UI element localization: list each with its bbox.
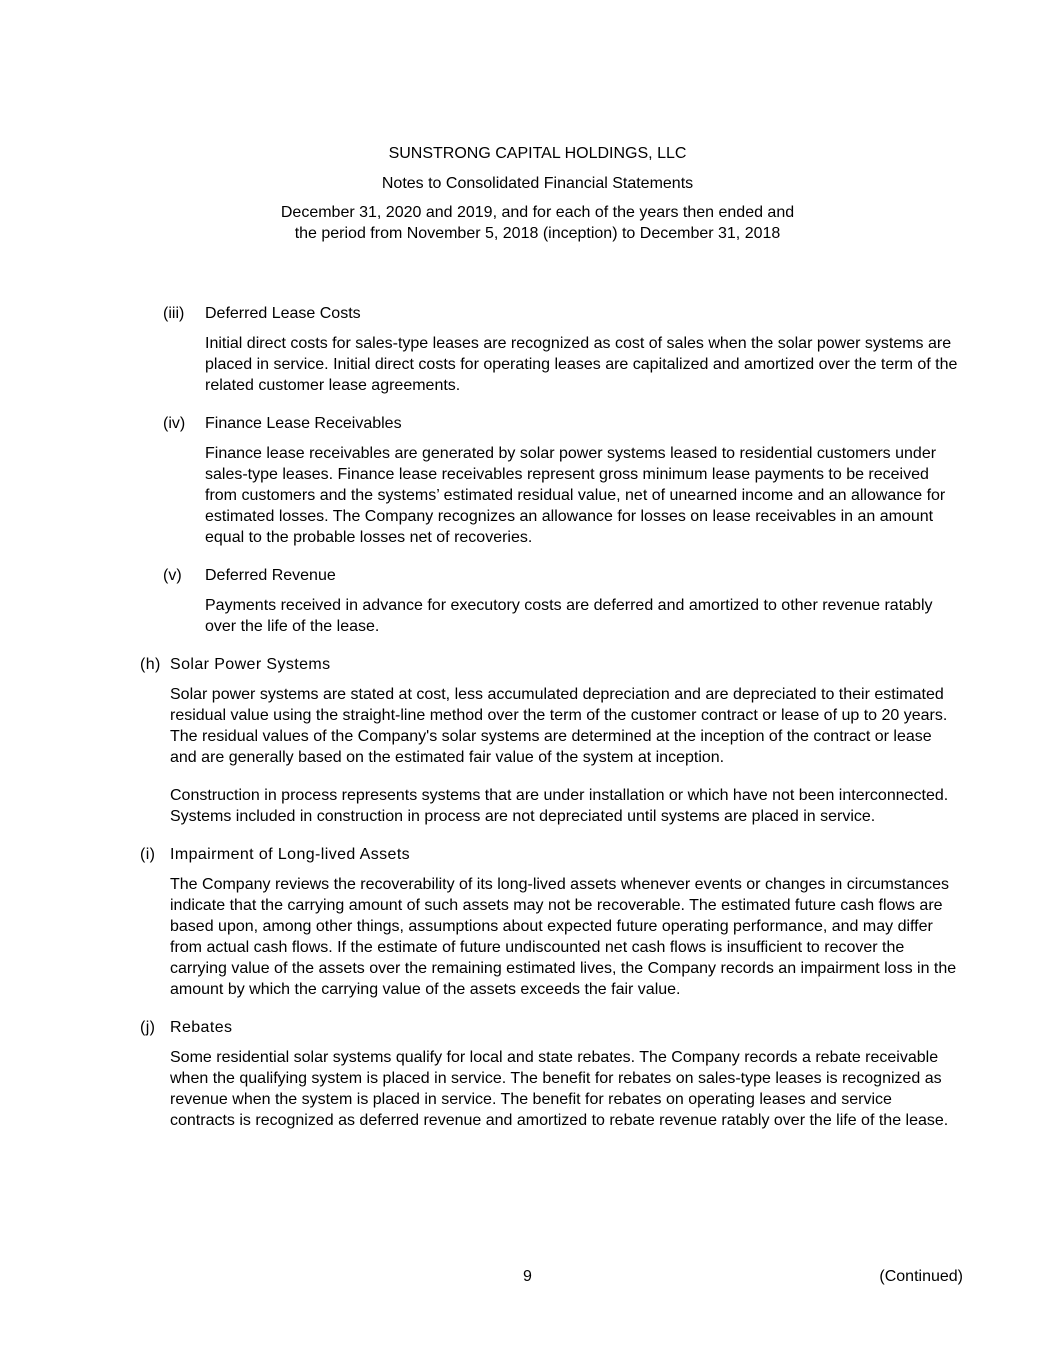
section-finance-lease-receivables <box>163 413 970 548</box>
company-name: SUNSTRONG CAPITAL HOLDINGS, LLC <box>388 145 687 162</box>
section-paragraph: Payments received in advance for executory costs are deferred and amortized to other revenue ratably over the life of the lease. <box>205 597 933 635</box>
continued-note: (Continued) <box>879 1268 963 1285</box>
section-title: Impairment of Long-lived Assets <box>170 846 411 863</box>
section-title: Solar Power Systems <box>170 656 331 673</box>
section-paragraph: Initial direct costs for sales-type leases are recognized as cost of sales when the solar power systems are placed in service. Initial direct costs for operating leases are capitalized and amortized over the term of the related customer lease agreements. <box>205 335 958 394</box>
section-heading <box>140 654 970 675</box>
section-label: (iv) <box>163 415 186 432</box>
section-paragraph: Solar power systems are stated at cost, less accumulated depreciation and are depreciated to their estimated residual value using the straight-line method over the term of the customer contract or lease of up to 20 years. The residual values of the Company's solar systems are determined at the inception of the contract or lease and are generally based on the estimated fair value of the system at inception. <box>170 686 948 766</box>
section-paragraph: Finance lease receivables are generated by solar power systems leased to residential customers under sales-type leases. Finance lease receivables represent gross minimum lease payments to be received from customers and the systems’ estimated residual value, net of unearned income and an allowance for estimated losses. The Company recognizes an allowance for losses on lease receivables in an amount equal to the probable losses net of recoveries. <box>205 445 946 546</box>
section-heading <box>140 1017 970 1038</box>
document-body <box>140 303 970 1148</box>
section-heading <box>163 565 970 586</box>
section-title: Deferred Revenue <box>205 567 336 584</box>
section-impairment-long-lived-assets <box>140 844 970 1000</box>
section-label: (j) <box>140 1019 156 1036</box>
section-label: (i) <box>140 846 156 863</box>
section-rebates <box>140 1017 970 1131</box>
section-title: Rebates <box>170 1019 233 1036</box>
section-deferred-lease-costs <box>163 303 970 396</box>
section-title: Finance Lease Receivables <box>205 415 402 432</box>
section-title: Deferred Lease Costs <box>205 305 361 322</box>
section-heading <box>140 844 970 865</box>
section-heading <box>163 413 970 434</box>
report-date-line-1: December 31, 2020 and 2019, and for each of the years then ended and <box>280 204 795 221</box>
section-label: (v) <box>163 567 182 584</box>
section-label: (iii) <box>163 305 185 322</box>
section-solar-power-systems <box>140 654 970 827</box>
section-paragraph: The Company reviews the recoverability of its long-lived assets whenever events or changes in circumstances indicate that the carrying amount of such assets may not be recoverable. The estimated future cash flows are based upon, among other things, assumptions about expected future operating performance, and may differ from actual cash flows. If the estimate of future undiscounted net cash flows is insufficient to recover the carrying value of the assets over the remaining estimated lives, the Company records an impairment loss in the amount by which the carrying value of the assets exceeds the fair value. <box>170 876 957 998</box>
document-header <box>10 143 1055 244</box>
document-footer <box>0 1266 1055 1287</box>
section-heading <box>163 303 970 324</box>
page-number: 9 <box>523 1268 532 1285</box>
document-subtitle: Notes to Consolidated Financial Statements <box>381 175 694 192</box>
report-date-line-2: the period from November 5, 2018 (inception) to December 31, 2018 <box>294 225 781 242</box>
section-label: (h) <box>140 656 161 673</box>
section-paragraph: Some residential solar systems qualify for local and state rebates. The Company records a rebate receivable when the qualifying system is placed in service. The benefit for rebates on sales-type leases is recognized as revenue when the system is placed in service. The benefit for rebates on operating leases and service contracts is recognized as deferred revenue and amortized to rebate revenue ratably over the life of the lease. <box>170 1049 949 1129</box>
section-deferred-revenue <box>163 565 970 637</box>
section-paragraph: Construction in process represents systems that are under installation or which have not been interconnected. Systems included in construction in process are not depreciated until systems are placed in service. <box>170 787 949 825</box>
